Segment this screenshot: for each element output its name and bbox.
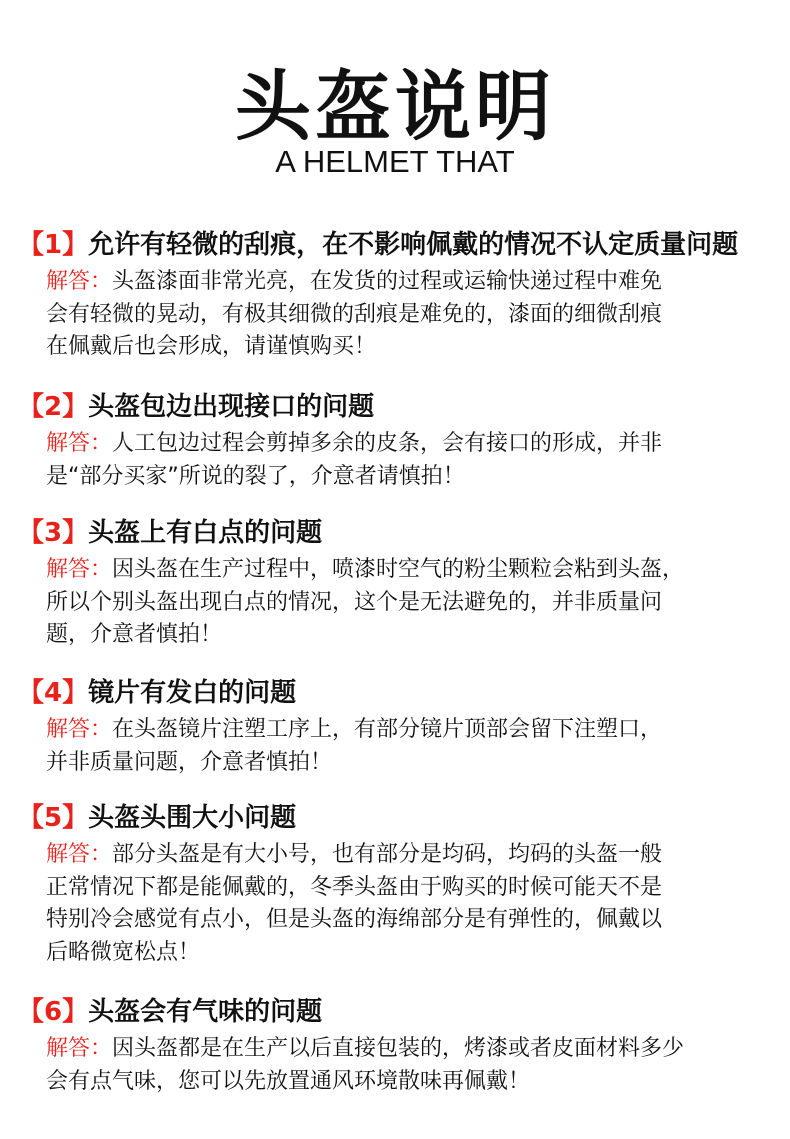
faq-question-text: 头盔会有气味的问题	[88, 997, 323, 1027]
faq-question	[18, 995, 778, 1029]
answer-line: 解答：在头盔镜片注塑工序上，有部分镜片顶部会留下注塑口，	[46, 717, 663, 742]
faq-item-6	[18, 995, 778, 1098]
answer-label: 解答：	[46, 431, 113, 456]
faq-number: 【5】	[18, 803, 89, 833]
faq-question	[18, 516, 778, 550]
faq-question	[18, 801, 778, 835]
answer-label: 解答：	[46, 842, 113, 867]
faq-number: 【4】	[18, 678, 89, 708]
answer-label: 解答：	[46, 717, 113, 742]
faq-question	[18, 676, 778, 710]
answer-label: 解答：	[46, 557, 113, 582]
faq-number: 【6】	[18, 997, 89, 1027]
answer-line: 在佩戴后也会形成，请谨慎购买！	[46, 334, 377, 359]
faq-question	[18, 390, 778, 424]
answer-label: 解答：	[46, 1036, 113, 1061]
faq-answer	[46, 428, 746, 493]
faq-question-text: 头盔包边出现接口的问题	[88, 392, 375, 422]
answer-line: 特别冷会感觉有点小，但是头盔的海绵部分是有弹性的，佩戴以	[46, 907, 663, 932]
answer-label: 解答：	[46, 269, 113, 294]
faq-question-text: 头盔上有白点的问题	[88, 518, 323, 548]
answer-line: 解答：头盔漆面非常光亮，在发货的过程或运输快递过程中难免	[46, 269, 663, 294]
answer-line: 会有点气味，您可以先放置通风环境散味再佩戴！	[46, 1068, 531, 1094]
faq-question	[18, 228, 778, 262]
answer-line: 正常情况下都是能佩戴的，冬季头盔由于购买的时候可能天不是	[46, 874, 663, 900]
faq-answer	[46, 1033, 746, 1098]
faq-number: 【3】	[18, 518, 89, 548]
faq-number: 【2】	[18, 392, 89, 422]
page-subtitle: A HELMET THAT	[275, 144, 515, 179]
answer-line: 是“部分买家”所说的裂了，介意者请慎拍！	[46, 463, 465, 489]
answer-line: 解答：部分头盔是有大小号，也有部分是均码，均码的头盔一般	[46, 842, 663, 867]
answer-line: 解答：因头盔在生产过程中，喷漆时空气的粉尘颗粒会粘到头盔，	[46, 557, 685, 582]
page-title: 头盔说明	[235, 62, 555, 151]
answer-line: 解答：人工包边过程会剪掉多余的皮条，会有接口的形成，并非	[46, 431, 663, 456]
answer-line: 所以个别头盔出现白点的情况，这个是无法避免的，并非质量问	[46, 589, 663, 615]
faq-answer	[46, 839, 746, 969]
answer-line: 题，介意者慎拍！	[46, 622, 223, 647]
faq-item-1	[18, 228, 778, 364]
faq-answer	[46, 266, 746, 364]
faq-item-3	[18, 516, 778, 652]
faq-question-text: 允许有轻微的刮痕，在不影响佩戴的情况不认定质量问题	[88, 230, 739, 260]
answer-line: 后略微宽松点！	[46, 939, 201, 965]
faq-item-2	[18, 390, 778, 493]
faq-number: 【1】	[18, 230, 89, 260]
faq-answer	[46, 714, 746, 779]
answer-line: 会有轻微的晃动，有极其细微的刮痕是难免的，漆面的细微刮痕	[46, 301, 663, 327]
faq-answer	[46, 554, 746, 652]
faq-question-text: 镜片有发白的问题	[88, 678, 297, 708]
faq-item-5	[18, 801, 778, 969]
answer-line: 并非质量问题，介意者慎拍！	[46, 749, 333, 775]
answer-line: 解答：因头盔都是在生产以后直接包装的，烤漆或者皮面材料多少	[46, 1036, 685, 1061]
faq-item-4	[18, 676, 778, 779]
faq-question-text: 头盔头围大小问题	[88, 803, 297, 833]
